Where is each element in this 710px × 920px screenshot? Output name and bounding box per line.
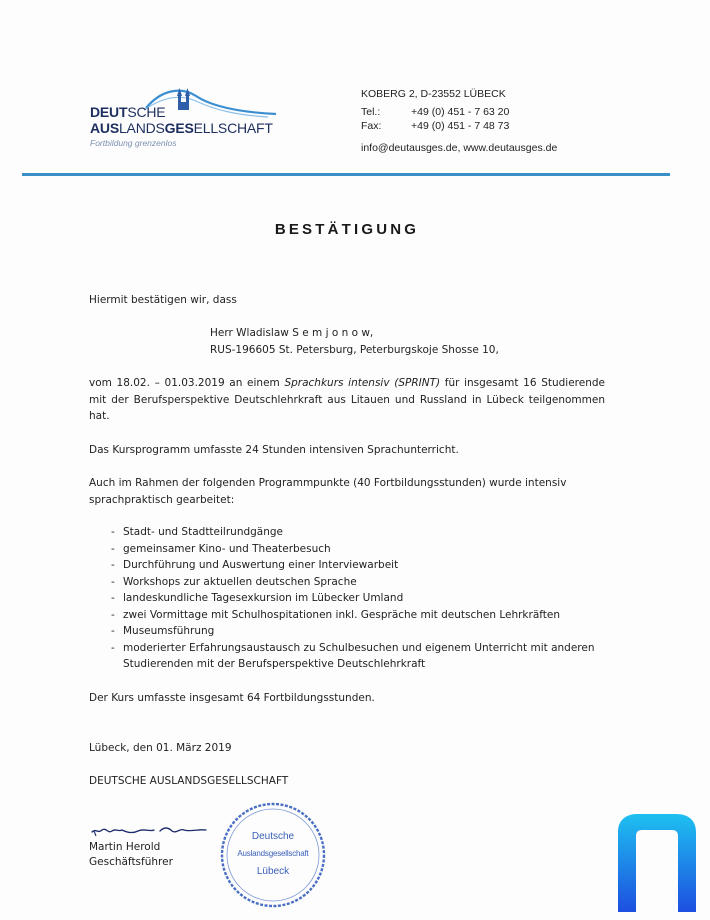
- organization-logo: [86, 82, 286, 152]
- logo-line-2: AUSLANDSGESELLSCHAFT: [90, 120, 273, 136]
- signer-title: Geschäftsführer: [89, 856, 173, 868]
- email-website: info@deutausges.de, www.deutausges.de: [361, 142, 558, 154]
- total-hours-paragraph: Der Kurs umfasste insgesamt 64 Fortbildungsstunden.: [89, 692, 375, 704]
- stamp-line-3: Lübeck: [256, 866, 290, 877]
- logo-line-1: DEUTSCHE: [90, 104, 166, 120]
- course-paragraph: vom 18.02. – 01.03.2019 an einem Sprachkurs intensiv (SPRINT) für insgesamt 16 Studierende mit der Berufsperspektive Deutschlehrkraft aus Litauen und Russland in Lübeck teilgenommen hat.: [89, 377, 605, 422]
- list-item: - gemeinsamer Kino- und Theaterbesuch: [111, 542, 331, 555]
- fax-row: [361, 120, 557, 134]
- fax-value: +49 (0) 451 - 7 48 73: [411, 120, 510, 132]
- phone-row: [361, 106, 557, 120]
- signer-name: Martin Herold: [89, 841, 161, 853]
- intro-text: Hiermit bestätigen wir, dass: [89, 294, 237, 306]
- list-item: - landeskundliche Tagesexkursion im Lübecker Umland: [111, 592, 404, 604]
- official-stamp: [217, 800, 329, 910]
- phone-value: +49 (0) 451 - 7 63 20: [411, 106, 510, 118]
- document-title: BESTÄTIGUNG: [274, 221, 420, 238]
- recipient-address: [210, 325, 499, 358]
- header-divider: [22, 173, 670, 176]
- recipient-name: Herr Wladislaw S e m j o n o w,: [210, 327, 374, 339]
- fax-label: Fax:: [361, 120, 382, 132]
- list-item: - Durchführung und Auswertung einer Interviewarbeit: [111, 559, 399, 571]
- app-watermark-icon: [612, 810, 702, 914]
- contact-block: [361, 88, 557, 154]
- list-item: - zwei Vormittage mit Schulhospitationen inkl. Gespräche mit deutschen Lehrkräften: [111, 608, 561, 621]
- list-item: - Stadt- und Stadtteilrundgänge: [111, 526, 284, 538]
- program-hours-paragraph: Das Kursprogramm umfasste 24 Stunden intensiven Sprachunterricht.: [89, 444, 459, 456]
- recipient-street: RUS-196605 St. Petersburg, Peterburgskoje Shosse 10,: [210, 343, 499, 356]
- organization-name: DEUTSCHE AUSLANDSGESELLSCHAFT: [89, 775, 289, 787]
- signer-block: [89, 840, 173, 870]
- address: KOBERG 2, D-23552 LÜBECK: [361, 88, 506, 100]
- logo-tagline: Fortbildung grenzenlos: [90, 138, 177, 148]
- activities-intro-paragraph: Auch im Rahmen der folgenden Programmpunkte (40 Fortbildungsstunden) wurde intensiv sprachpraktisch gearbeitet:: [89, 477, 567, 506]
- date-line: Lübeck, den 01. März 2019: [89, 742, 232, 754]
- stamp-line-2: Auslandsgesellschaft: [237, 849, 309, 858]
- course-name: Sprachkurs intensiv (SPRINT): [284, 377, 441, 389]
- list-item: - Workshops zur aktuellen deutschen Sprache: [111, 575, 357, 588]
- list-item: - Museumsführung: [111, 625, 215, 637]
- signature-icon: [88, 822, 213, 842]
- stamp-line-1: Deutsche: [251, 831, 295, 842]
- list-item: - moderierter Erfahrungsaustausch zu Schulbesuchen und eigenem Unterricht mit anderen Studierenden mit der Berufsperspektive Deutschlehrkraft: [111, 641, 595, 670]
- phone-label: Tel.:: [361, 106, 381, 118]
- program-list: [89, 524, 613, 673]
